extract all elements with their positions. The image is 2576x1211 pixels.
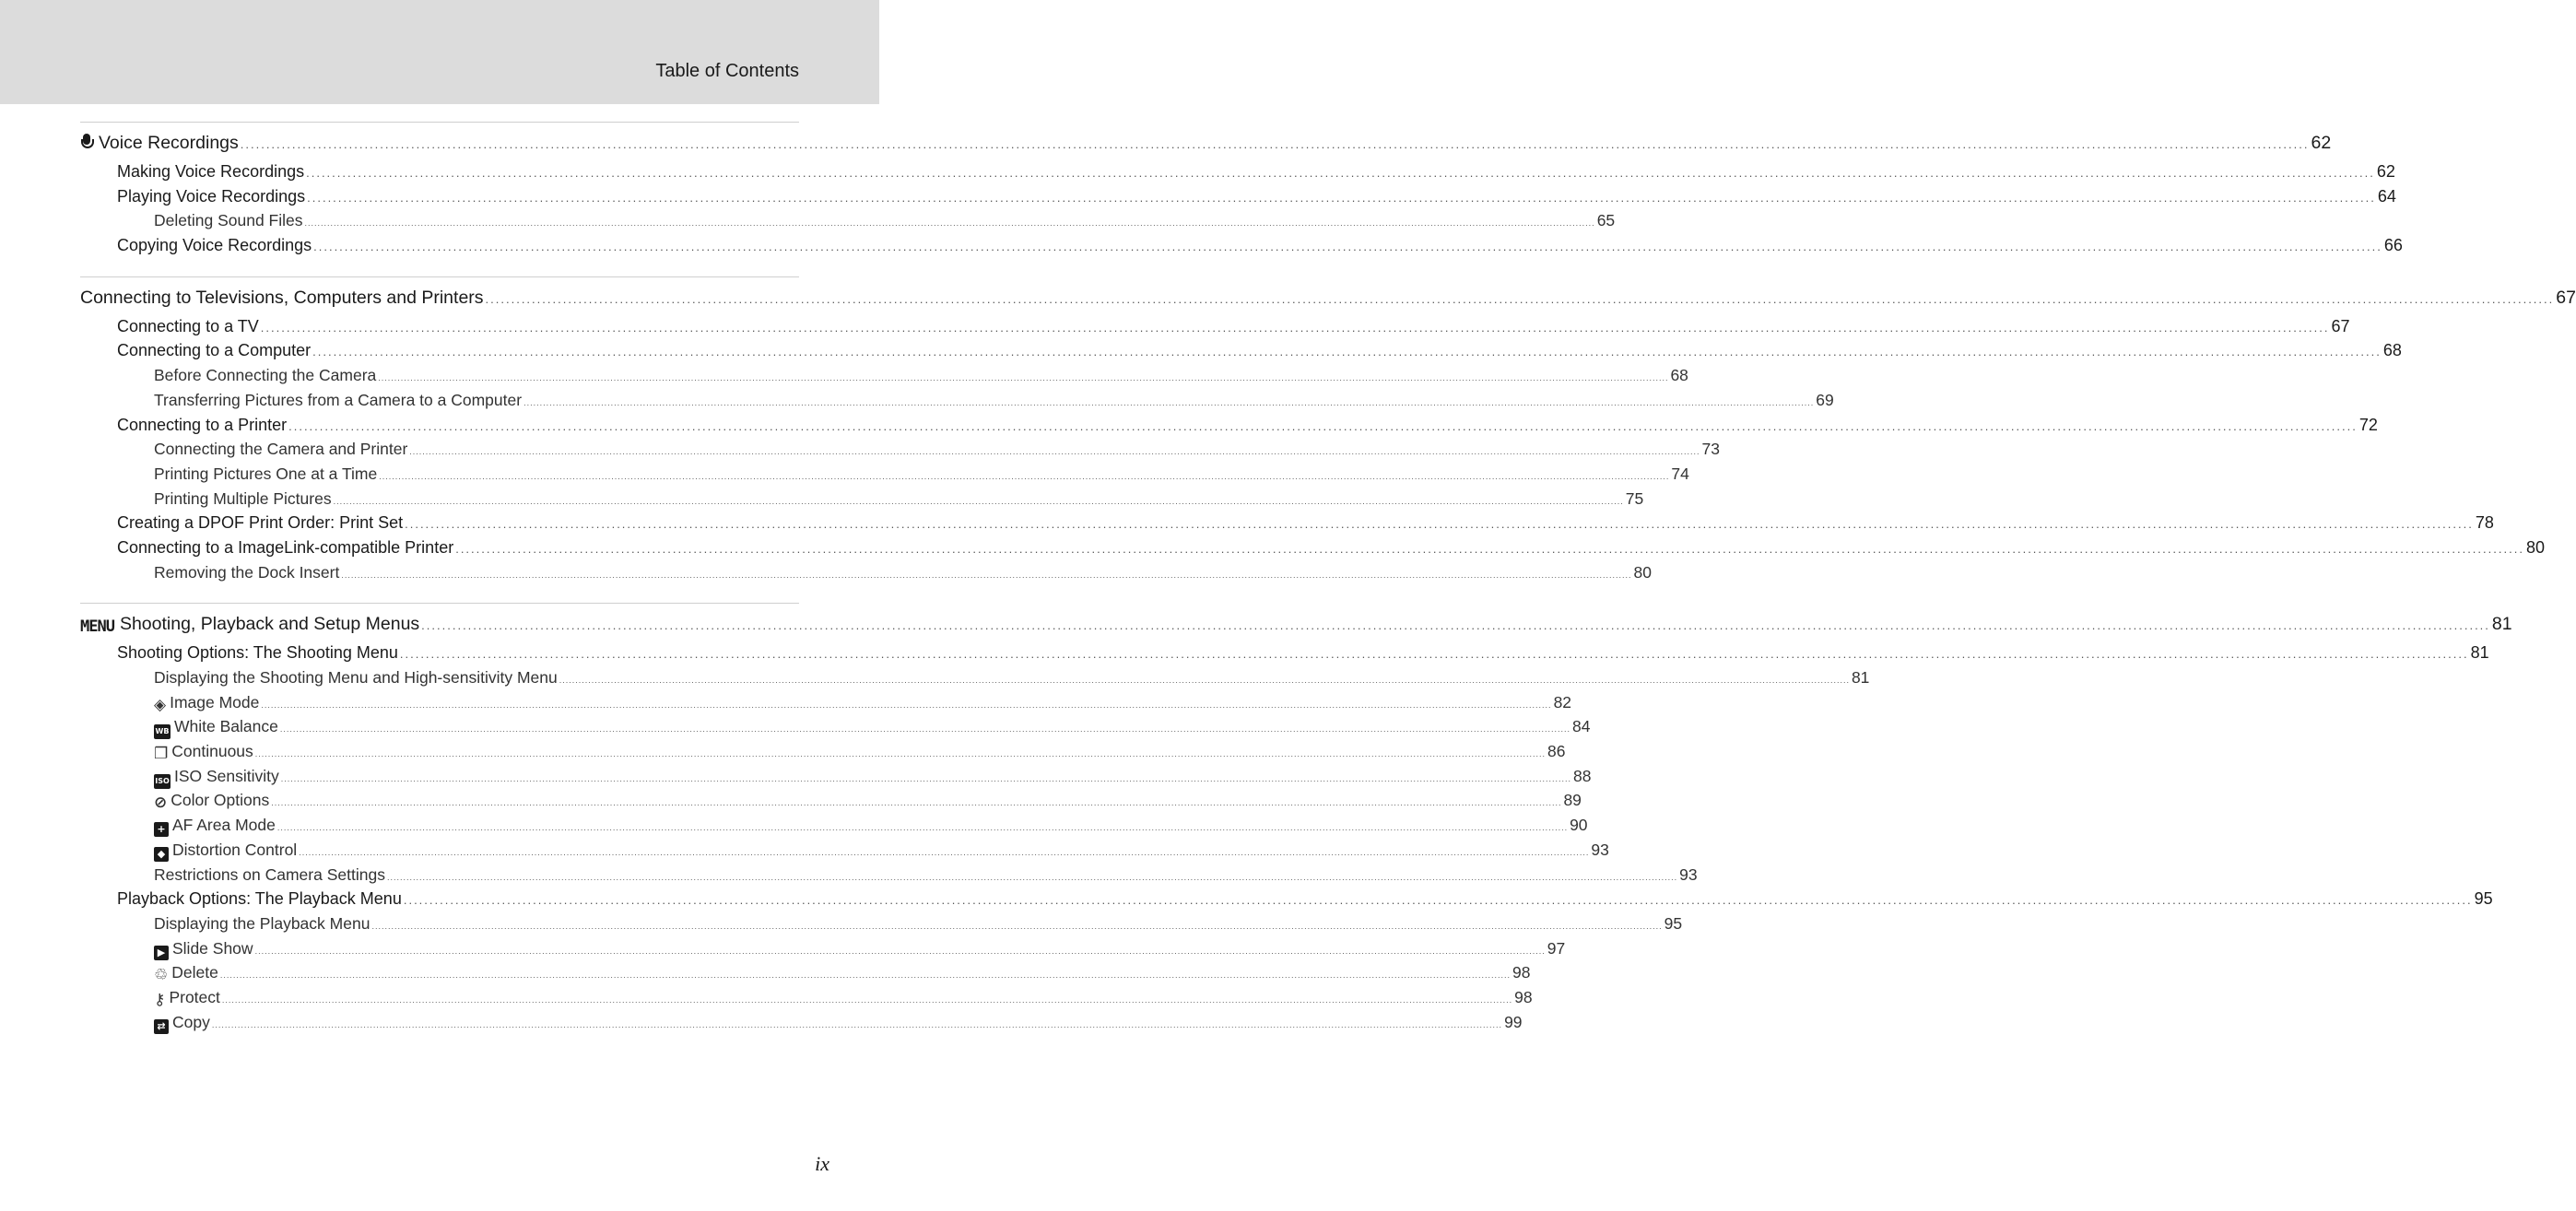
toc-entry[interactable] bbox=[80, 788, 1582, 813]
dot-leader: ................................................................................................................................................................................................................................................................................................................................................................................................................ bbox=[485, 291, 2555, 306]
dot-leader: ................................................................................................................................................................................................................................................................................................................................................................................................................ bbox=[386, 872, 1678, 882]
toc-page-number: 72 bbox=[2358, 415, 2378, 434]
toc-entry-text: Playback Options: The Playback Menu bbox=[117, 889, 402, 909]
trash-icon: ♲ bbox=[154, 966, 169, 985]
toc-entry-text: Creating a DPOF Print Order: Print Set bbox=[117, 513, 404, 533]
dot-leader: ................................................................................................................................................................................................................................................................................................................................................................................................................ bbox=[211, 1019, 1503, 1029]
af-area-icon: + bbox=[154, 822, 169, 837]
toc-entry-label bbox=[80, 611, 419, 641]
dot-leader: ................................................................................................................................................................................................................................................................................................................................................................................................................ bbox=[276, 823, 1569, 833]
toc-entry[interactable] bbox=[80, 535, 2545, 560]
toc-page-number: 78 bbox=[2475, 513, 2494, 533]
toc-entry-text: Connecting to a Computer bbox=[117, 341, 312, 360]
dot-leader: ................................................................................................................................................................................................................................................................................................................................................................................................................ bbox=[260, 320, 2330, 335]
toc-entry[interactable] bbox=[80, 936, 1566, 961]
toc-entry-text: Playing Voice Recordings bbox=[117, 186, 306, 206]
toc-entry[interactable] bbox=[80, 413, 2378, 438]
dot-leader: ................................................................................................................................................................................................................................................................................................................................................................................................................ bbox=[254, 946, 1546, 956]
toc-entry[interactable] bbox=[80, 511, 2494, 535]
toc-entry[interactable] bbox=[80, 838, 1609, 863]
toc-entry[interactable] bbox=[80, 560, 1653, 585]
toc-entry[interactable] bbox=[80, 462, 1689, 487]
dot-leader: ................................................................................................................................................................................................................................................................................................................................................................................................................ bbox=[409, 447, 1700, 457]
toc-entry-text: Displaying the Shooting Menu and High-sensitivity Menu bbox=[154, 668, 558, 687]
toc-page-number: 84 bbox=[1572, 717, 1591, 736]
toc-entry-text: Before Connecting the Camera bbox=[154, 366, 377, 385]
toc-entry-label bbox=[154, 363, 376, 388]
toc-page-number: 95 bbox=[1664, 913, 1683, 933]
toc-entry-label bbox=[117, 641, 398, 665]
dot-leader: ................................................................................................................................................................................................................................................................................................................................................................................................................ bbox=[307, 190, 2376, 205]
toc-entry[interactable] bbox=[80, 338, 2402, 363]
toc-page-number: 93 bbox=[1591, 840, 1609, 859]
table-of-contents bbox=[80, 122, 2576, 1034]
toc-entry-label bbox=[80, 130, 239, 157]
menu-icon: MENU bbox=[80, 617, 114, 637]
toc-entry-label bbox=[154, 714, 278, 739]
toc-entry-text: Connecting to Televisions, Computers and Printers bbox=[80, 287, 484, 308]
toc-page-number: 95 bbox=[2474, 889, 2493, 909]
toc-entry-label bbox=[154, 936, 253, 961]
toc-page-number: 69 bbox=[1816, 390, 1834, 409]
toc-page-number: 98 bbox=[1514, 987, 1533, 1006]
toc-page-number: 65 bbox=[1596, 211, 1616, 230]
dot-leader: ................................................................................................................................................................................................................................................................................................................................................................................................................ bbox=[271, 798, 1562, 808]
toc-page-number: 86 bbox=[1547, 742, 1566, 761]
toc-entry-text: ISO Sensitivity bbox=[174, 766, 279, 785]
page-number: ix bbox=[815, 1152, 829, 1175]
toc-section bbox=[80, 276, 2576, 604]
key-icon: ⚷ bbox=[154, 990, 166, 1009]
toc-entry-label bbox=[154, 960, 218, 988]
toc-entry-text: Copy bbox=[172, 1012, 210, 1031]
toc-entry-label bbox=[154, 208, 302, 233]
toc-page-number: 82 bbox=[1553, 692, 1572, 711]
dot-leader: ................................................................................................................................................................................................................................................................................................................................................................................................................ bbox=[288, 418, 2358, 433]
toc-page-number: 74 bbox=[1671, 464, 1689, 483]
toc-entry[interactable] bbox=[80, 314, 2350, 339]
toc-entry-text: Continuous bbox=[171, 742, 253, 761]
toc-entry-text: AF Area Mode bbox=[172, 816, 276, 835]
toc-entry[interactable] bbox=[80, 813, 1588, 838]
dot-leader: ................................................................................................................................................................................................................................................................................................................................................................................................................ bbox=[313, 240, 2382, 254]
toc-entry-label bbox=[154, 739, 253, 767]
dot-leader: ................................................................................................................................................................................................................................................................................................................................................................................................................ bbox=[403, 893, 2473, 908]
dot-leader: ................................................................................................................................................................................................................................................................................................................................................................................................................ bbox=[399, 647, 2469, 662]
dot-leader: ................................................................................................................................................................................................................................................................................................................................................................................................................ bbox=[341, 570, 1632, 580]
toc-entry-text: Printing Multiple Pictures bbox=[154, 488, 332, 508]
dot-leader: ................................................................................................................................................................................................................................................................................................................................................................................................................ bbox=[378, 373, 1669, 383]
toc-entry[interactable] bbox=[80, 641, 2489, 665]
toc-page-number: 64 bbox=[2377, 186, 2396, 206]
toc-entry-text: Slide Show bbox=[172, 938, 253, 958]
toc-page-number: 73 bbox=[1701, 440, 1720, 459]
dot-leader: ................................................................................................................................................................................................................................................................................................................................................................................................................ bbox=[240, 137, 2310, 151]
header-band bbox=[0, 0, 879, 104]
toc-entry-text: Copying Voice Recordings bbox=[117, 236, 312, 255]
distortion-icon: ◆ bbox=[154, 847, 169, 862]
toc-entry[interactable] bbox=[80, 487, 1644, 511]
toc-entry-text: Connecting to a ImageLink-compatible Printer bbox=[117, 537, 454, 557]
toc-entry[interactable] bbox=[80, 985, 1533, 1010]
toc-entry-label bbox=[154, 863, 385, 888]
toc-entry-label bbox=[154, 1010, 210, 1035]
toc-entry-text: Connecting the Camera and Printer bbox=[154, 440, 408, 459]
toc-entry-text: White Balance bbox=[174, 717, 278, 736]
toc-entry-text: Printing Pictures One at a Time bbox=[154, 464, 378, 483]
toc-entry[interactable] bbox=[80, 665, 1870, 690]
toc-entry[interactable] bbox=[80, 764, 1592, 789]
toc-entry-label bbox=[117, 314, 259, 339]
toc-entry-label bbox=[154, 838, 297, 863]
dot-leader: ................................................................................................................................................................................................................................................................................................................................................................................................................ bbox=[371, 921, 1663, 931]
toc-entry-label bbox=[117, 233, 312, 258]
toc-page-number: 89 bbox=[1563, 791, 1582, 810]
toc-section bbox=[80, 122, 2403, 276]
toc-entry-text: Displaying the Playback Menu bbox=[154, 913, 371, 933]
toc-entry-text: Color Options bbox=[171, 791, 270, 810]
toc-entry-label bbox=[154, 665, 558, 690]
toc-entry-text: Connecting to a Printer bbox=[117, 415, 288, 434]
toc-entry[interactable] bbox=[80, 739, 1566, 764]
toc-entry-label bbox=[154, 764, 279, 789]
dot-leader: ................................................................................................................................................................................................................................................................................................................................................................................................................ bbox=[312, 345, 2382, 359]
dot-leader: ................................................................................................................................................................................................................................................................................................................................................................................................................ bbox=[299, 847, 1590, 857]
toc-entry[interactable] bbox=[80, 611, 2512, 638]
toc-entry-label bbox=[117, 184, 305, 209]
white-balance-icon: WB bbox=[154, 724, 171, 739]
toc-entry-label bbox=[154, 462, 377, 487]
dot-leader: ................................................................................................................................................................................................................................................................................................................................................................................................................ bbox=[455, 541, 2524, 556]
toc-entry-text: Delete bbox=[171, 963, 218, 982]
dot-leader: ................................................................................................................................................................................................................................................................................................................................................................................................................ bbox=[254, 749, 1546, 759]
toc-entry-text: Deleting Sound Files bbox=[154, 211, 303, 230]
toc-entry-text: Distortion Control bbox=[172, 840, 298, 859]
dot-leader: ................................................................................................................................................................................................................................................................................................................................................................................................................ bbox=[279, 724, 1571, 735]
copy-icon: ⇄ bbox=[154, 1019, 169, 1034]
toc-entry-text: Transferring Pictures from a Camera to a Computer bbox=[154, 390, 523, 409]
dot-leader: ................................................................................................................................................................................................................................................................................................................................................................................................................ bbox=[261, 700, 1552, 710]
toc-entry-label bbox=[117, 338, 311, 363]
toc-page-number: 67 bbox=[2331, 316, 2350, 335]
toc-entry-text: Restrictions on Camera Settings bbox=[154, 864, 385, 884]
toc-entry-text: Making Voice Recordings bbox=[117, 162, 305, 181]
iso-icon: ISO bbox=[154, 774, 171, 789]
toc-entry-label bbox=[117, 887, 402, 911]
toc-entry[interactable] bbox=[80, 233, 2403, 258]
toc-entry[interactable] bbox=[80, 1010, 1523, 1035]
toc-entry[interactable] bbox=[80, 285, 2576, 312]
toc-entry-label bbox=[154, 388, 522, 413]
toc-entry-text: Image Mode bbox=[170, 692, 260, 711]
toc-entry-text: Protect bbox=[169, 987, 220, 1006]
toc-page-number: 93 bbox=[1679, 864, 1698, 884]
toc-entry[interactable] bbox=[80, 437, 1720, 462]
toc-entry[interactable] bbox=[80, 690, 1572, 715]
toc-entry[interactable] bbox=[80, 863, 1698, 888]
toc-entry-label bbox=[154, 487, 332, 511]
toc-page-number: 81 bbox=[2470, 643, 2489, 663]
toc-page-number: 81 bbox=[1851, 668, 1870, 687]
toc-page-number: 97 bbox=[1547, 938, 1566, 958]
toc-entry[interactable] bbox=[80, 960, 1531, 985]
dot-leader: ................................................................................................................................................................................................................................................................................................................................................................................................................ bbox=[523, 397, 1815, 407]
toc-page-number: 66 bbox=[2383, 236, 2403, 255]
toc-entry[interactable] bbox=[80, 208, 1616, 233]
toc-entry-label bbox=[117, 159, 304, 184]
toc-page-number: 81 bbox=[2491, 614, 2512, 635]
toc-entry-label bbox=[154, 813, 276, 838]
toc-entry-label bbox=[154, 560, 339, 585]
dot-leader: ................................................................................................................................................................................................................................................................................................................................................................................................................ bbox=[304, 218, 1595, 229]
toc-entry-text: Connecting to a TV bbox=[117, 316, 259, 335]
toc-entry[interactable] bbox=[80, 887, 2493, 911]
toc-entry-text: Shooting, Playback and Setup Menus bbox=[119, 614, 420, 635]
toc-page-number: 68 bbox=[2382, 341, 2402, 360]
image-mode-icon: ◈ bbox=[154, 695, 167, 714]
toc-entry-label bbox=[117, 511, 403, 535]
toc-entry-label bbox=[117, 535, 453, 560]
slide-show-icon: ▶ bbox=[154, 946, 169, 960]
dot-leader: ................................................................................................................................................................................................................................................................................................................................................................................................................ bbox=[559, 676, 1850, 685]
toc-entry[interactable] bbox=[80, 388, 1834, 413]
toc-page-number: 80 bbox=[2525, 537, 2545, 557]
toc-entry[interactable] bbox=[80, 130, 2332, 157]
dot-leader: ................................................................................................................................................................................................................................................................................................................................................................................................................ bbox=[379, 471, 1670, 481]
toc-page-number: 90 bbox=[1570, 816, 1588, 835]
toc-page-number: 98 bbox=[1512, 963, 1531, 982]
toc-page-number: 75 bbox=[1625, 488, 1644, 508]
toc-page-number: 67 bbox=[2556, 287, 2576, 308]
dot-leader: ................................................................................................................................................................................................................................................................................................................................................................................................................ bbox=[421, 618, 2490, 633]
toc-entry-label bbox=[154, 437, 407, 462]
dot-leader: ................................................................................................................................................................................................................................................................................................................................................................................................................ bbox=[306, 166, 2375, 180]
dot-leader: ................................................................................................................................................................................................................................................................................................................................................................................................................ bbox=[405, 517, 2474, 532]
microphone-icon bbox=[80, 134, 93, 150]
toc-page-number: 80 bbox=[1633, 562, 1653, 582]
dot-leader: ................................................................................................................................................................................................................................................................................................................................................................................................................ bbox=[219, 970, 1511, 981]
dot-leader: ................................................................................................................................................................................................................................................................................................................................................................................................................ bbox=[221, 994, 1513, 1005]
page-title: Table of Contents bbox=[655, 61, 799, 81]
toc-entry-text: Voice Recordings bbox=[99, 133, 239, 153]
color-options-icon: ⊘ bbox=[154, 794, 168, 813]
toc-entry-label bbox=[154, 985, 220, 1013]
toc-entry-text: Removing the Dock Insert bbox=[154, 562, 340, 582]
continuous-icon: ❐ bbox=[154, 745, 169, 764]
toc-entry-text: Shooting Options: The Shooting Menu bbox=[117, 643, 398, 663]
toc-entry-label bbox=[117, 413, 287, 438]
toc-entry-label bbox=[154, 690, 259, 718]
toc-page-number: 62 bbox=[2376, 162, 2395, 181]
toc-page-number: 88 bbox=[1573, 766, 1592, 785]
dot-leader: ................................................................................................................................................................................................................................................................................................................................................................................................................ bbox=[333, 496, 1624, 506]
toc-entry-label bbox=[80, 285, 484, 312]
toc-page-number: 62 bbox=[2311, 133, 2332, 153]
toc-entry-label bbox=[154, 788, 269, 816]
toc-entry-label bbox=[154, 911, 370, 936]
toc-entry[interactable] bbox=[80, 911, 1683, 936]
toc-entry[interactable] bbox=[80, 714, 1591, 739]
toc-entry[interactable] bbox=[80, 159, 2395, 184]
toc-entry[interactable] bbox=[80, 184, 2396, 209]
toc-entry[interactable] bbox=[80, 363, 1688, 388]
toc-page-number: 68 bbox=[1670, 366, 1688, 385]
toc-section bbox=[80, 603, 2512, 1034]
toc-page-number: 99 bbox=[1504, 1012, 1523, 1031]
dot-leader: ................................................................................................................................................................................................................................................................................................................................................................................................................ bbox=[280, 773, 1571, 783]
